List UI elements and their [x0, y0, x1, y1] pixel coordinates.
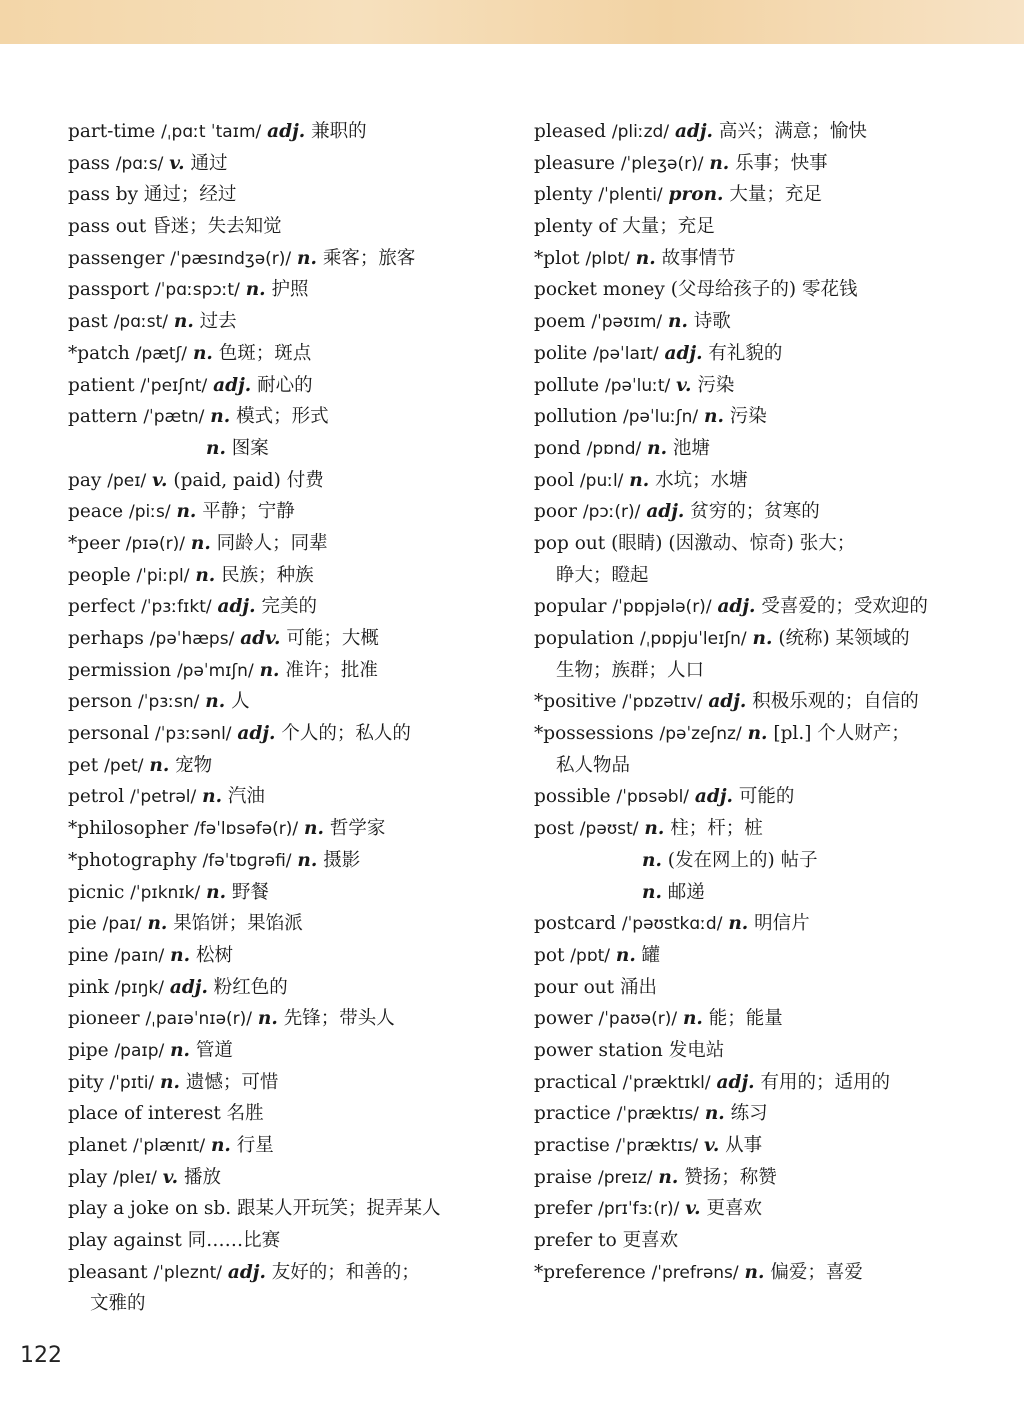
- glossary-entry: pet /pet/ n. 宠物: [68, 754, 213, 776]
- glossary-entry: *preference /ˈprefrəns/ n. 偏爱；喜爱: [534, 1261, 863, 1283]
- glossary-entry: pop out (眼睛) (因激动、惊奇) 张大；: [534, 532, 856, 554]
- glossary-entry: play a joke on sb. 跟某人开玩笑；捉弄某人: [68, 1198, 441, 1220]
- glossary-entry: poem /ˈpəʊɪm/ n. 诗歌: [534, 311, 731, 333]
- glossary-entry-continuation: n. 邮递: [642, 881, 705, 903]
- glossary-entry: passport /ˈpɑːspɔːt/ n. 护照: [68, 279, 309, 301]
- glossary-entry: pine /paɪn/ n. 松树: [68, 944, 233, 966]
- glossary-entry-continuation: 文雅的: [90, 1293, 146, 1315]
- glossary-entry: perfect /ˈpɜːfɪkt/ adj. 完美的: [68, 596, 317, 618]
- glossary-entry: permission /pəˈmɪʃn/ n. 准许；批准: [68, 659, 378, 681]
- glossary-entry: population /ˌpɒpjuˈleɪʃn/ n. (统称) 某领域的: [534, 628, 910, 649]
- glossary-entry: *peer /pɪə(r)/ n. 同龄人；同辈: [68, 532, 328, 554]
- glossary-entry: peace /piːs/ n. 平静；宁静: [68, 501, 295, 523]
- glossary-entry: pocket money (父母给孩子的) 零花钱: [534, 279, 858, 301]
- glossary-entry: postcard /ˈpəʊstkɑːd/ n. 明信片: [534, 913, 810, 935]
- glossary-entry: polite /pəˈlaɪt/ adj. 有礼貌的: [534, 342, 783, 364]
- page-number: 122: [20, 1343, 62, 1368]
- glossary-entry: people /ˈpiːpl/ n. 民族；种族: [68, 564, 314, 586]
- glossary-entry: post /pəʊst/ n. 柱；杆；桩: [534, 818, 763, 840]
- glossary-entry: play against 同……比赛: [68, 1230, 281, 1252]
- glossary-entry: pity /ˈpɪti/ n. 遗憾；可惜: [68, 1071, 279, 1093]
- glossary-entry: pie /paɪ/ n. 果馅饼；果馅派: [68, 913, 303, 935]
- glossary-entry: *patch /pætʃ/ n. 色斑；斑点: [68, 342, 312, 364]
- glossary-entry: popular /ˈpɒpjələ(r)/ adj. 受喜爱的；受欢迎的: [534, 596, 928, 618]
- glossary-entry: plenty of 大量；充足: [534, 216, 715, 238]
- glossary-entry: pour out 涌出: [534, 976, 657, 998]
- glossary-entry: pink /pɪŋk/ adj. 粉红色的: [68, 976, 288, 998]
- decorative-header-band: [0, 0, 1024, 44]
- glossary-entry: possible /ˈpɒsəbl/ adj. 可能的: [534, 786, 795, 808]
- glossary-entry: pond /pɒnd/ n. 池塘: [534, 437, 710, 459]
- glossary-entry: petrol /ˈpetrəl/ n. 汽油: [68, 786, 265, 808]
- glossary-entry: *plot /plɒt/ n. 故事情节: [534, 247, 736, 269]
- glossary-entry: power /ˈpaʊə(r)/ n. 能；能量: [534, 1008, 783, 1030]
- glossary-entry: passenger /ˈpæsɪndʒə(r)/ n. 乘客；旅客: [68, 247, 416, 269]
- glossary-entry: pass out 昏迷；失去知觉: [68, 216, 282, 238]
- glossary-entry: perhaps /pəˈhæps/ adv. 可能；大概: [68, 628, 379, 649]
- glossary-entry: *photography /fəˈtɒɡrəfi/ n. 摄影: [68, 849, 361, 871]
- glossary-entry: prefer to 更喜欢: [534, 1230, 679, 1252]
- glossary-entry-continuation: 生物；族群；人口: [556, 659, 705, 681]
- glossary-entry: plenty /ˈplenti/ pron. 大量；充足: [534, 184, 822, 206]
- glossary-entry: picnic /ˈpɪknɪk/ n. 野餐: [68, 881, 269, 903]
- glossary-entry: patient /ˈpeɪʃnt/ adj. 耐心的: [68, 374, 313, 396]
- glossary-entry: pollution /pəˈluːʃn/ n. 污染: [534, 406, 767, 428]
- glossary-entry: pollute /pəˈluːt/ v. 污染: [534, 374, 735, 396]
- glossary-entry: pleasure /ˈpleʒə(r)/ n. 乐事；快事: [534, 152, 828, 174]
- glossary-entry: planet /ˈplænɪt/ n. 行星: [68, 1135, 274, 1156]
- glossary-entry: pipe /paɪp/ n. 管道: [68, 1039, 233, 1061]
- glossary-entry: prefer /prɪˈfɜː(r)/ v. 更喜欢: [534, 1198, 763, 1220]
- glossary-entry: play /pleɪ/ v. 播放: [68, 1166, 221, 1188]
- glossary-entry: pleased /pliːzd/ adj. 高兴；满意；愉快: [534, 121, 867, 142]
- glossary-entry: pioneer /ˌpaɪəˈnɪə(r)/ n. 先锋；带头人: [68, 1008, 395, 1030]
- glossary-entry: place of interest 名胜: [68, 1103, 264, 1125]
- glossary-entry: poor /pɔː(r)/ adj. 贫穷的；贫寒的: [534, 501, 820, 523]
- glossary-column-left: [68, 116, 508, 1320]
- glossary-entry: *positive /ˈpɒzətɪv/ adj. 积极乐观的；自信的: [534, 691, 919, 713]
- glossary-entry: *philosopher /fəˈlɒsəfə(r)/ n. 哲学家: [68, 818, 386, 840]
- glossary-entry: pool /puːl/ n. 水坑；水塘: [534, 469, 748, 491]
- glossary-entry: pot /pɒt/ n. 罐: [534, 944, 661, 966]
- glossary-column-right: [534, 116, 984, 1288]
- glossary-entry: pleasant /ˈpleznt/ adj. 友好的；和善的；: [68, 1261, 420, 1283]
- glossary-entry-continuation: 睁大；瞪起: [556, 564, 649, 586]
- glossary-entry: practice /ˈpræktɪs/ n. 练习: [534, 1103, 768, 1125]
- glossary-entry-continuation: 私人物品: [556, 754, 631, 776]
- glossary-entry: power station 发电站: [534, 1039, 725, 1061]
- glossary-entry: practise /ˈpræktɪs/ v. 从事: [534, 1135, 763, 1156]
- glossary-entry: pass /pɑːs/ v. 通过: [68, 152, 228, 174]
- glossary-entry: part-time /ˌpɑːt ˈtaɪm/ adj. 兼职的: [68, 121, 367, 142]
- glossary-entry-continuation: n. (发在网上的) 帖子: [642, 849, 818, 871]
- glossary-entry: past /pɑːst/ n. 过去: [68, 311, 237, 333]
- glossary-entry: pattern /ˈpætn/ n. 模式；形式: [68, 406, 329, 428]
- glossary-entry-continuation: n. 图案: [206, 437, 269, 459]
- glossary-entry: praise /preɪz/ n. 赞扬；称赞: [534, 1166, 777, 1188]
- glossary-entry: practical /ˈpræktɪkl/ adj. 有用的；适用的: [534, 1071, 890, 1093]
- glossary-entry: pay /peɪ/ v. (paid, paid) 付费: [68, 469, 324, 491]
- glossary-entry: pass by 通过；经过: [68, 184, 237, 206]
- glossary-entry: person /ˈpɜːsn/ n. 人: [68, 691, 250, 713]
- glossary-entry: personal /ˈpɜːsənl/ adj. 个人的；私人的: [68, 723, 411, 745]
- glossary-entry: *possessions /pəˈzeʃnz/ n. [pl.] 个人财产；: [534, 723, 910, 745]
